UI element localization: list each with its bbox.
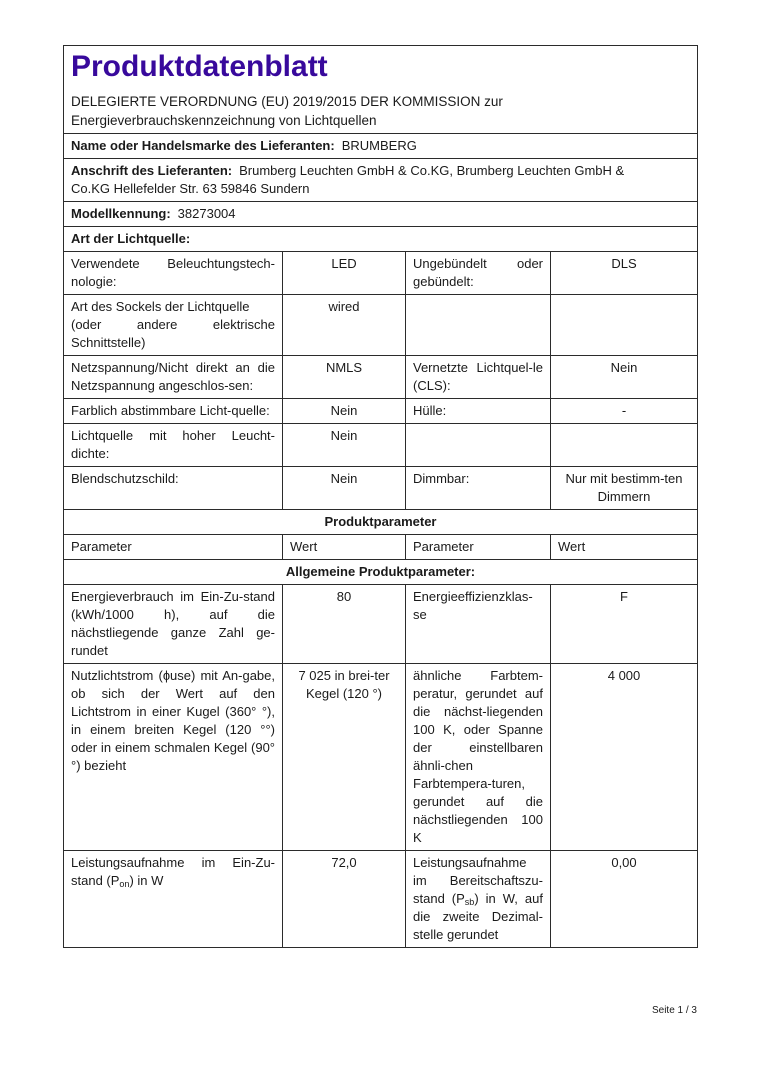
value-cell: [283, 851, 406, 948]
column-header: Parameter: [64, 535, 283, 560]
value-cell: [551, 399, 698, 424]
param-value: Nein: [330, 428, 358, 443]
table-row: [64, 851, 698, 948]
column-header: Wert: [283, 535, 406, 560]
value-cell: [551, 664, 698, 851]
model-id-label: Modellkennung:: [71, 206, 171, 221]
table-row: [64, 424, 698, 467]
param-label: Hülle:: [413, 403, 447, 418]
param-label: Leistungsaufnahme im Ein-Zu-stand (P: [71, 855, 275, 888]
param-section-heading: Produktparameter: [64, 510, 698, 535]
param-subsection-heading-row: [64, 560, 698, 585]
param-subsection-heading: Allgemeine Produktparameter:: [64, 560, 698, 585]
param-label-cell: [406, 585, 551, 664]
param-label-cell: [64, 399, 283, 424]
param-label-cell: [64, 585, 283, 664]
subscript-sb: sb: [464, 897, 475, 907]
value-cell: [551, 585, 698, 664]
table-row: [64, 664, 698, 851]
param-label: ähnliche Farbtem-peratur, gerundet auf die nächst-liegenden 100 K, oder Spanne der einstellbaren ähnli-chen Farbtempera-turen, gerundet auf die nächstliegenden 100 K: [413, 668, 543, 845]
supplier-address-row: [64, 159, 698, 202]
header-cell: [64, 46, 698, 134]
param-value: Nein: [330, 471, 358, 486]
page-number: Seite 1 / 3: [651, 1005, 697, 1016]
model-id-value: 38273004: [177, 206, 236, 221]
page-title: Produktdatenblatt: [71, 50, 328, 83]
param-label: ) in W, auf die zweite Dezimal-stelle gerundet: [413, 891, 543, 942]
param-label: Nutzlichtstrom (ɸuse) mit An-gabe, ob sich der Wert auf den Lichtstrom in einer Kugel (360° °), in einem breiten Kegel (120 °°) oder in einem schmalen Kegel (90° °) bezieht: [71, 668, 275, 773]
value-cell: [283, 399, 406, 424]
value-cell: [551, 851, 698, 948]
supplier-address-value-line1: Brumberg Leuchten GmbH & Co.KG, Brumberg Leuchten GmbH &: [239, 163, 625, 178]
value-cell: [551, 295, 698, 356]
table-row: [64, 399, 698, 424]
supplier-address-cell: [64, 159, 698, 202]
param-label-cell: [406, 295, 551, 356]
value-cell: [551, 467, 698, 510]
supplier-address-label: Anschrift des Lieferanten:: [71, 163, 233, 178]
subscript-on: on: [119, 879, 130, 889]
param-label: Ungebündelt oder gebündelt:: [413, 256, 543, 289]
param-value: Nein: [330, 403, 358, 418]
header-row: [64, 46, 698, 134]
value-cell: [283, 424, 406, 467]
value-cell: [551, 356, 698, 399]
value-cell: [283, 252, 406, 295]
regulation-text: DELEGIERTE VERORDNUNG (EU) 2019/2015 DER KOMMISSION zur Energieverbrauchskennzeichnung von Lichtquellen: [71, 94, 503, 128]
param-label-cell: [64, 424, 283, 467]
param-value: LED: [331, 256, 357, 271]
value-cell: [283, 356, 406, 399]
param-value: 80: [336, 589, 352, 604]
type-section-heading: Art der Lichtquelle:: [64, 227, 698, 252]
param-label: Lichtquelle mit hoher Leucht-dichte:: [71, 428, 275, 461]
param-label-note: (oder andere elektrische Schnittstelle): [71, 317, 275, 350]
param-value: NMLS: [325, 360, 363, 375]
supplier-name-row: [64, 134, 698, 159]
param-label: Energieeffizienzklas-se: [413, 589, 533, 622]
param-label: ) in W: [129, 873, 164, 888]
param-value: 72,0: [331, 855, 357, 870]
param-label: Vernetzte Lichtquel-le (CLS):: [413, 360, 543, 393]
param-label-cell: [406, 664, 551, 851]
model-id-row: [64, 202, 698, 227]
param-value: 7 025 in brei-ter Kegel (120 °): [298, 668, 390, 701]
column-header-row: [64, 535, 698, 560]
column-header: Parameter: [406, 535, 551, 560]
value-cell: [283, 295, 406, 356]
table-row: [64, 585, 698, 664]
param-label: Verwendete Beleuchtungstech-nologie:: [71, 256, 275, 289]
table-row: [64, 356, 698, 399]
param-value: DLS: [611, 256, 637, 271]
param-label: Art des Sockels der Lichtquelle: [71, 299, 250, 314]
param-value: F: [620, 589, 628, 604]
param-label: Netzspannung/Nicht direkt an die Netzspannung angeschlos-sen:: [71, 360, 275, 393]
param-label: Farblich abstimmbare Licht-quelle:: [71, 403, 270, 418]
table-row: [64, 252, 698, 295]
column-header: Wert: [551, 535, 698, 560]
supplier-name-cell: [64, 134, 698, 159]
param-label: Energieverbrauch im Ein-Zu-stand (kWh/1000 h), auf die nächstliegende ganze Zahl ge-rundet: [71, 589, 275, 658]
value-cell: [551, 252, 698, 295]
param-label-cell: [406, 424, 551, 467]
param-value: wired: [328, 299, 360, 314]
type-section-heading-row: [64, 227, 698, 252]
supplier-name-label: Name oder Handelsmarke des Lieferanten:: [71, 138, 335, 153]
param-label-cell: [406, 252, 551, 295]
param-value: Nur mit bestimm-ten Dimmern: [565, 471, 683, 504]
param-label: Blendschutzschild:: [71, 471, 179, 486]
param-label-cell: [64, 356, 283, 399]
param-label-cell: [64, 467, 283, 510]
param-label-cell: [406, 467, 551, 510]
table-row: [64, 467, 698, 510]
param-label-cell: [64, 851, 283, 948]
param-label-cell: [406, 399, 551, 424]
value-cell: [283, 585, 406, 664]
model-id-cell: [64, 202, 698, 227]
param-label: Leistungsaufnahme im Bereitschaftszu-stand (P: [413, 855, 543, 906]
param-label-cell: [406, 356, 551, 399]
param-value: 0,00: [611, 855, 637, 870]
product-datasheet-table: [63, 45, 698, 948]
param-label: Dimmbar:: [413, 471, 470, 486]
param-value: -: [621, 403, 627, 418]
param-label-cell: [64, 295, 283, 356]
param-label-cell: [64, 252, 283, 295]
value-cell: [283, 664, 406, 851]
supplier-address-value-line2: Co.KG Hellefelder Str. 63 59846 Sundern: [71, 181, 310, 196]
supplier-name-value: BRUMBERG: [341, 138, 417, 153]
param-value: 4 000: [607, 668, 641, 683]
param-label-cell: [64, 664, 283, 851]
value-cell: [283, 467, 406, 510]
param-label-cell: [406, 851, 551, 948]
param-value: Nein: [610, 360, 638, 375]
value-cell: [551, 424, 698, 467]
param-section-heading-row: [64, 510, 698, 535]
table-row: [64, 295, 698, 356]
datasheet-container: [63, 45, 697, 948]
